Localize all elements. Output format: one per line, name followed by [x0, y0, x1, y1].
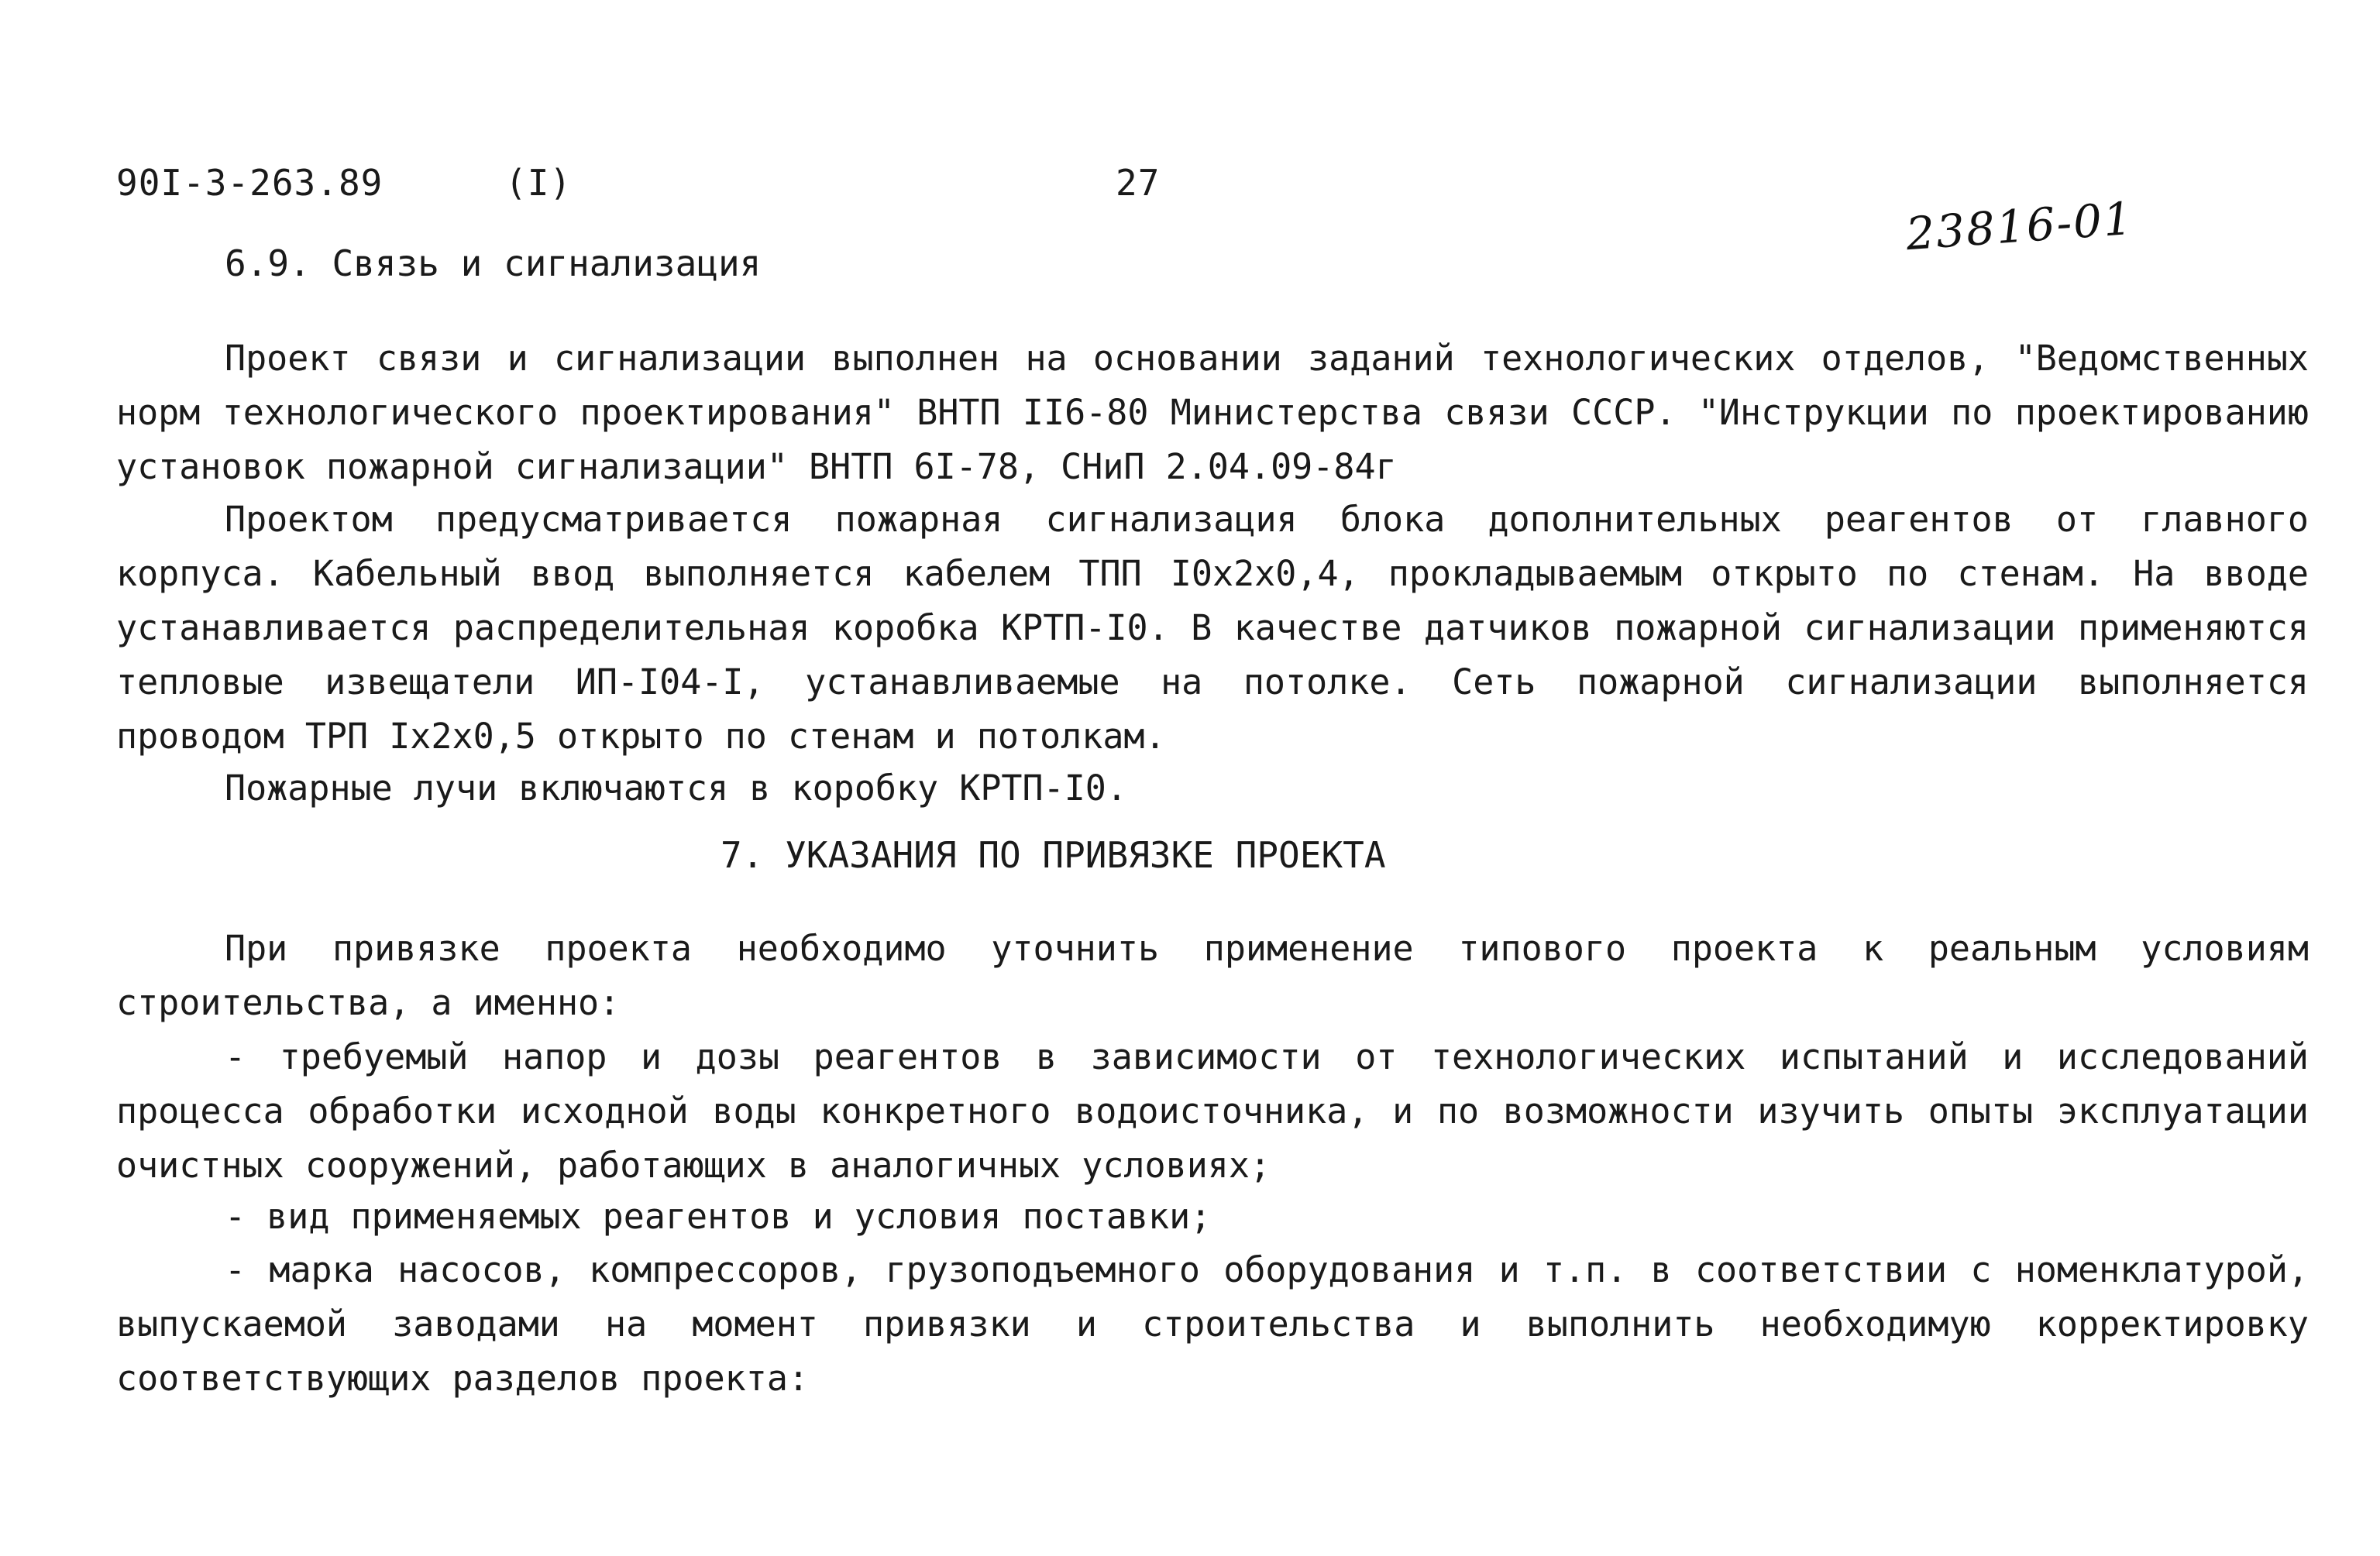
section-6-9-heading: 6.9. Связь и сигнализация	[225, 242, 762, 284]
sheet-indicator: (I)	[505, 162, 573, 204]
section-6-9-paragraph-1: Проект связи и сигнализации выполнен на основании заданий технологических отделов, "Ведомственных норм технологического проектирования" ВНТП II6-80 Министерства связи СССР. "Инструкции по проектированию установок пожарной сигнализации" ВНТП 6I-78, СНиП 2.04.09-84г	[116, 338, 2309, 487]
page-number: 27	[1116, 162, 1161, 204]
list-item: - вид применяемых реагентов и условия поставки;	[225, 1196, 1212, 1237]
section-6-9-paragraph-2: Проектом предусматривается пожарная сигнализация блока дополнительных реагентов от главного корпуса. Кабельный ввод выполняется кабелем ТПП I0x2x0,4, прокладываемым открыто по стенам. На вводе устанавливается распределительная коробка КРТП-I0. В качестве датчиков пожарной сигнализации применяются тепловые извещатели ИП-I04-I, устанавливаемые на потолке. Сеть пожарной сигнализации выполняется проводом ТРП Ix2x0,5 открыто по стенам и потолкам.	[116, 499, 2309, 757]
handwritten-inventory-number: 23816-01	[1904, 191, 2135, 261]
section-7-heading: 7. УКАЗАНИЯ ПО ПРИВЯЗКЕ ПРОЕКТА	[721, 834, 1386, 876]
list-item: - марка насосов, компрессоров, грузоподъемного оборудования и т.п. в соответствии с номенклатурой, выпускаемой заводами на момент привязки и строительства и выполнить необходимую корректировку соответствующих разделов проекта:	[116, 1249, 2309, 1399]
document-code: 90I-3-263.89	[116, 162, 383, 204]
section-6-9-paragraph-3: Пожарные лучи включаются в коробку КРТП-I0.	[225, 768, 1127, 809]
section-7-intro: При привязке проекта необходимо уточнить применение типового проекта к реальным условиям строительства, а именно:	[116, 928, 2309, 1023]
list-item: - требуемый напор и дозы реагентов в зависимости от технологических испытаний и исследований процесса обработки исходной воды конкретного водоисточника, и по возможности изучить опыты эксплуатации очистных сооружений, работающих в аналогичных условиях;	[116, 1036, 2309, 1186]
